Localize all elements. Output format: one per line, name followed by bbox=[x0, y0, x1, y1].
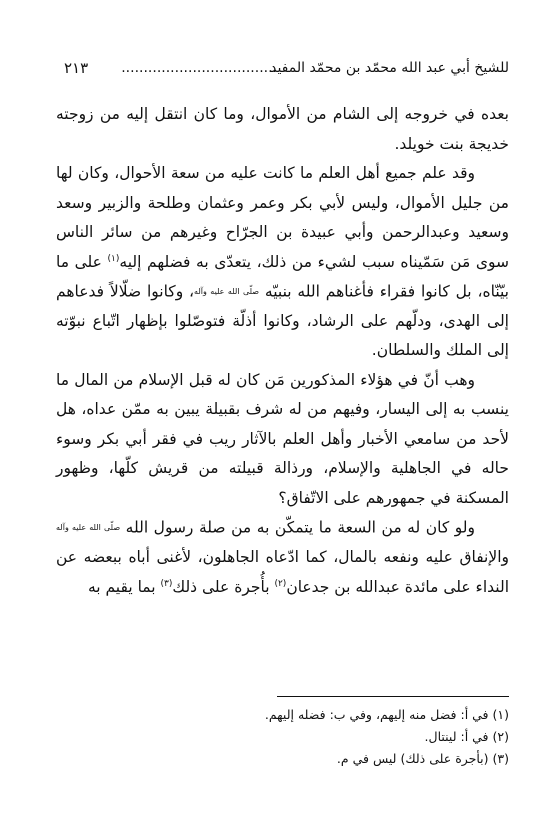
main-text bbox=[56, 100, 509, 602]
paragraph bbox=[56, 513, 509, 602]
salutation-mark: صلّى الله عليه وآله bbox=[194, 287, 260, 296]
footnote-marker: (١) bbox=[107, 253, 120, 264]
paragraph-text: بما يقيم به bbox=[87, 577, 161, 596]
page-number: ٢١٣ bbox=[64, 59, 89, 77]
paragraph-text: والإنفاق عليه ونفعه بالمال، كما ادّعاه الجاهلون، لأغنى أباه ببعضه عن النداء على مائدة عبدالله بن جدعان bbox=[56, 548, 509, 596]
footnote-3: (٣) (بأجرة على ذلك) ليس في م. bbox=[336, 751, 509, 766]
salutation-mark: صلّى الله عليه وآله bbox=[56, 523, 121, 533]
header-leader-dots: ................................... bbox=[121, 60, 277, 76]
footnote-marker: (٢) bbox=[274, 578, 287, 589]
paragraph bbox=[56, 366, 509, 514]
paragraph-text: ، وكانوا ضلّالاً فدعاهم إلى الهدى، ودلّهم على الرشاد، وكانوا أذلّة فتوصّلوا بإظهار اتّباع نبوّته إلى الملك والسلطان. bbox=[56, 282, 509, 360]
footnote-1: (١) في أ: فضل منه إليهم، وفي ب: فضله إليهم. bbox=[264, 707, 509, 722]
paragraph-text: وهب أنّ في هؤلاء المذكورين مَن كان له قبل الإسلام من المال ما ينسب به إلى اليسار، وفيهم من له شرف بقبيلة يبين به ممّن عداه، هل لأحد من سامعي الأخبار وأهل العلم بالآثار ريب في فقر أبي بكر وسوء حاله في الجاهلية والإسلام، ورذالة قبيلته من قريش كلّها، وظهور المسكنة في جمهورهم على الاتّفاق؟ bbox=[56, 370, 509, 507]
paragraph-text: بعده في خروجه إلى الشام من الأموال، وما كان انتقل إليه من زوجته خديجة بنت خويلد. bbox=[56, 105, 509, 153]
paragraph bbox=[56, 159, 509, 366]
running-header bbox=[64, 56, 509, 80]
footnotes bbox=[56, 704, 509, 770]
footnote-marker: (٣) bbox=[160, 578, 173, 589]
paragraph-text: ولو كان له من السعة ما يتمكّن به من صلة رسول الله bbox=[120, 518, 475, 537]
paragraph-text: على ما بيّنّاه، بل كانوا فقراء فأغناهم الله بنبيّه bbox=[56, 252, 509, 301]
paragraph-text: بأُجرة على ذلك bbox=[172, 577, 275, 596]
header-title: للشيخ أبي عبد الله محمّد بن محمّد المفيد bbox=[270, 60, 509, 76]
paragraph-text: وقد علم جميع أهل العلم ما كانت عليه من سعة الأحوال، وكان لها من جليل الأموال، وليس لأبي بكر وعمر وعثمان وطلحة والزبير وسعد وسعيد وعبدالرحمن وأبي عبيدة بن الجرّاح وغيرهم من سائر الناس سوى مَن سَمّيناه سبب لشيء من ذلك، يتعدّى به فضلهم إليه bbox=[56, 164, 509, 271]
footnote-divider bbox=[277, 696, 509, 697]
footnote-2: (٢) في أ: لينتال. bbox=[424, 729, 509, 744]
paragraph bbox=[56, 100, 509, 159]
